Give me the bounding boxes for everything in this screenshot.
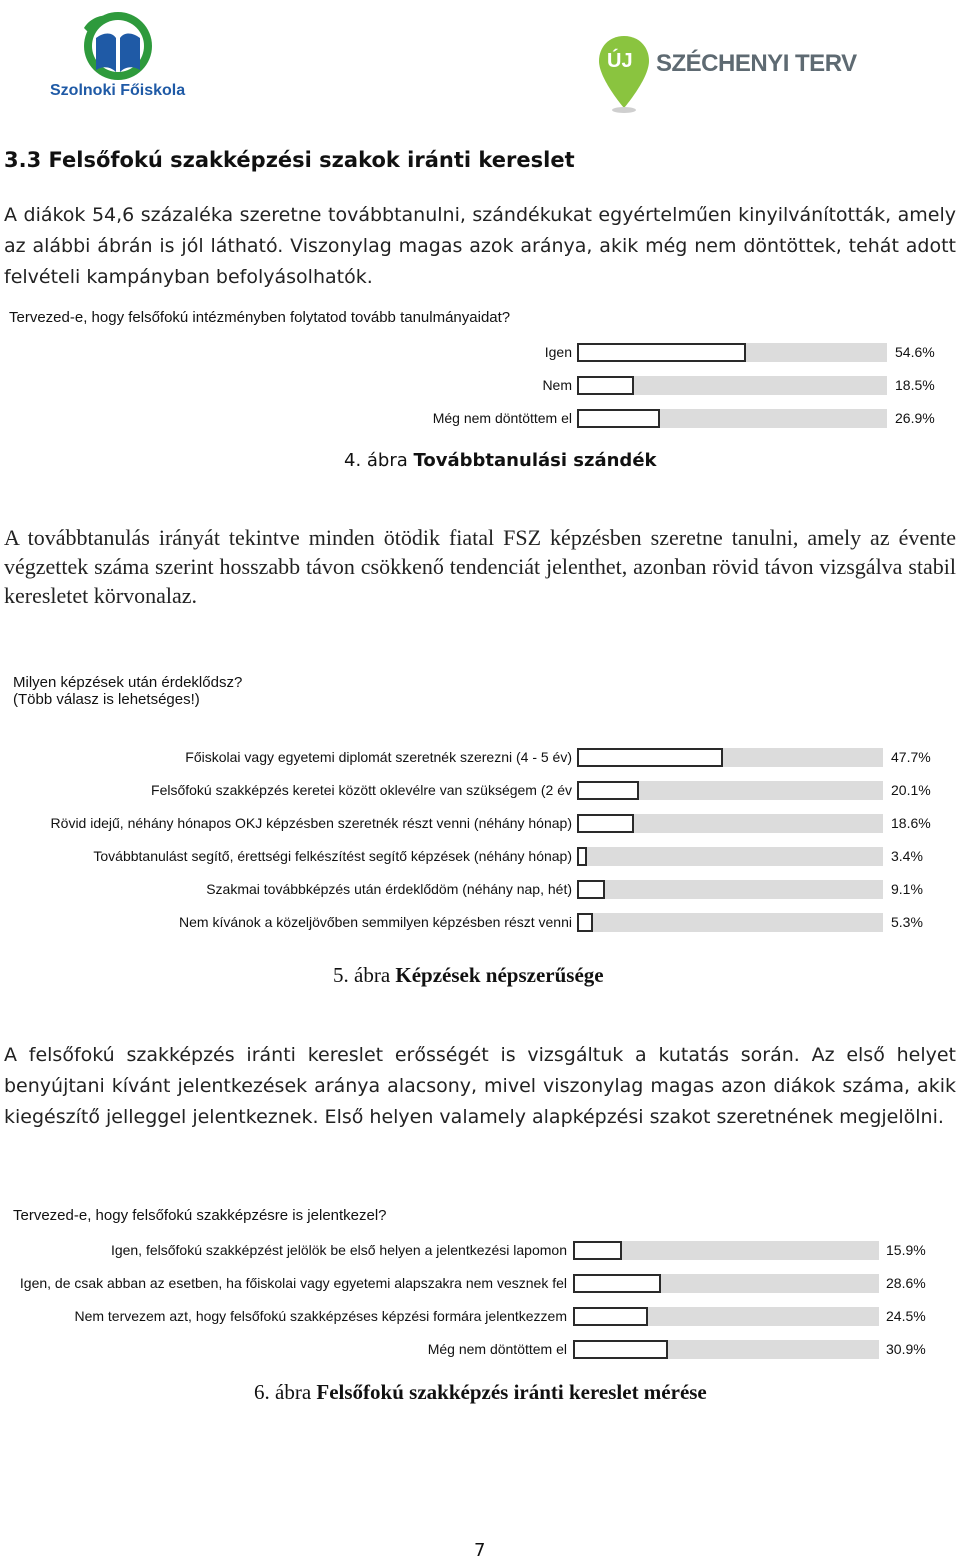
chart-title: Milyen képzések után érdeklődsz? [13,674,243,691]
bar-label: Rövid idejű, néhány hónapos OKJ képzésben szeretnék részt venni (néhány hónap) [50,815,572,831]
bar [577,748,723,767]
bar [577,343,746,362]
caption-number: 6. ábra [254,1380,312,1404]
bar-track [573,1307,879,1326]
bar-track [577,913,883,932]
bar-label: Még nem döntöttem el [432,410,572,426]
bar-track [577,880,883,899]
bar-track [577,409,887,428]
bar-track [577,847,883,866]
paragraph-fsz: A továbbtanulás irányát tekintve minden ötödik fiatal FSZ képzésben szeretne tanulni, amely az évente végzettek száma szerint hosszabb távon csökkenő tendenciát jelenthet, azonban rövid távon vizsgálva stabil keresletet körvonalaz. [4,525,956,608]
bar [573,1340,668,1359]
caption-title: Továbbtanulási szándék [413,450,657,471]
bar-value-label: 9.1% [891,881,923,897]
szechenyi-terv-text: SZÉCHENYI TERV [656,50,857,77]
bar-value-label: 15.9% [886,1242,926,1258]
bar [577,913,593,932]
chart-title: Tervezed-e, hogy felsőfokú szakképzésre is jelentkezel? [13,1207,387,1224]
bar-label: Nem kívánok a közeljövőben semmilyen képzésben részt venni [179,914,572,930]
bar-value-label: 54.6% [895,344,935,360]
caption-title: Felsőfokú szakképzés iránti kereslet mérése [316,1380,707,1404]
bar-value-label: 18.5% [895,377,935,393]
szechenyi-terv-logo [596,34,856,114]
bar-value-label: 28.6% [886,1275,926,1291]
bar-label: Még nem döntöttem el [427,1341,567,1357]
chart-kepzesek-nepszerusege [0,670,960,940]
paragraph-intro: A diákok 54,6 százaléka szeretne továbbtanulni, szándékukat egyértelműen kinyilvánították, amely az alábbi ábrán is jól látható. Viszonylag magas azok aránya, akik még nem döntöttek, tehát adott felvételi kampányban befolyásolhatók. [4,204,956,288]
chart-subtitle: (Több válasz is lehetséges!) [13,691,200,708]
bar-value-label: 26.9% [895,410,935,426]
section-heading: 3.3 Felsőfokú szakképzési szakok iránti kereslet [4,148,575,172]
bar-label: Főiskolai vagy egyetemi diplomát szeretnék szerezni (4 - 5 év) [185,749,572,765]
bar-label: Nem tervezem azt, hogy felsőfokú szakképzéses képzési formára jelentkezzem [74,1308,567,1324]
chart-title: Tervezed-e, hogy felsőfokú intézményben folytatod tovább tanulmányaidat? [9,309,511,326]
chart-fsz-kereslet [0,1203,960,1373]
bar-track [577,376,887,395]
bar-track [573,1340,879,1359]
bar-label: Továbbtanulást segítő, érettségi felkészítést segítő képzések (néhány hónap) [93,848,572,864]
bar-label: Felsőfokú szakképzés keretei között oklevélre van szükségem (2 év [151,782,572,798]
bar [573,1241,622,1260]
caption-number: 5. ábra [333,963,391,987]
page-number: 7 [474,1540,486,1561]
bar [577,847,587,866]
bar-value-label: 20.1% [891,782,931,798]
bar [573,1274,661,1293]
bar-value-label: 3.4% [891,848,923,864]
bar-value-label: 47.7% [891,749,931,765]
bar-track [577,343,887,362]
szolnoki-foiskola-logo-text: Szolnoki Főiskola [50,82,186,99]
bar-value-label: 24.5% [886,1308,926,1324]
bar [577,880,605,899]
caption-number: 4. ábra [344,450,408,471]
bar [577,409,660,428]
chart-tovabbtanulasi-szandek [0,305,960,440]
bar-label: Szakmai továbbképzés után érdeklődöm (néhány nap, hét) [206,881,572,897]
bar-track [577,748,883,767]
szolnoki-foiskola-logo [44,8,194,104]
caption-title: Képzések népszerűsége [395,963,604,987]
bar [577,814,634,833]
paragraph-kereslet: A felsőfokú szakképzés iránti kereslet erősségét is vizsgáltuk a kutatás során. Az első helyet benyújtani kívánt jelentkezések aránya alacsony, mivel viszonylag magas azon diákok száma, akik kiegészítő jelleggel jelentkeznek. Első helyen valamely alapképzési szakot szeretnének megjelölni. [4,1044,956,1128]
figure-caption-6 [254,1380,707,1405]
bar-track [577,781,883,800]
bar-label: Igen [544,344,572,360]
bar-label: Nem [542,377,572,393]
bar-track [577,814,883,833]
bar-label: Igen, felsőfokú szakképzést jelölök be első helyen a jelentkezési lapomon [110,1242,567,1258]
bar-track [573,1274,879,1293]
bar-value-label: 18.6% [891,815,931,831]
bar [577,781,639,800]
bar-value-label: 30.9% [886,1341,926,1357]
szechenyi-terv-prefix: ÚJ [607,50,633,72]
bar [577,376,634,395]
figure-caption-5 [333,963,604,988]
map-pin-icon [596,34,652,114]
bar-track [573,1241,879,1260]
bar [573,1307,648,1326]
bar-value-label: 5.3% [891,914,923,930]
bar-label: Igen, de csak abban az esetben, ha főiskolai vagy egyetemi alapszakra nem vesznek fel [19,1275,567,1291]
figure-caption-4 [344,450,657,471]
